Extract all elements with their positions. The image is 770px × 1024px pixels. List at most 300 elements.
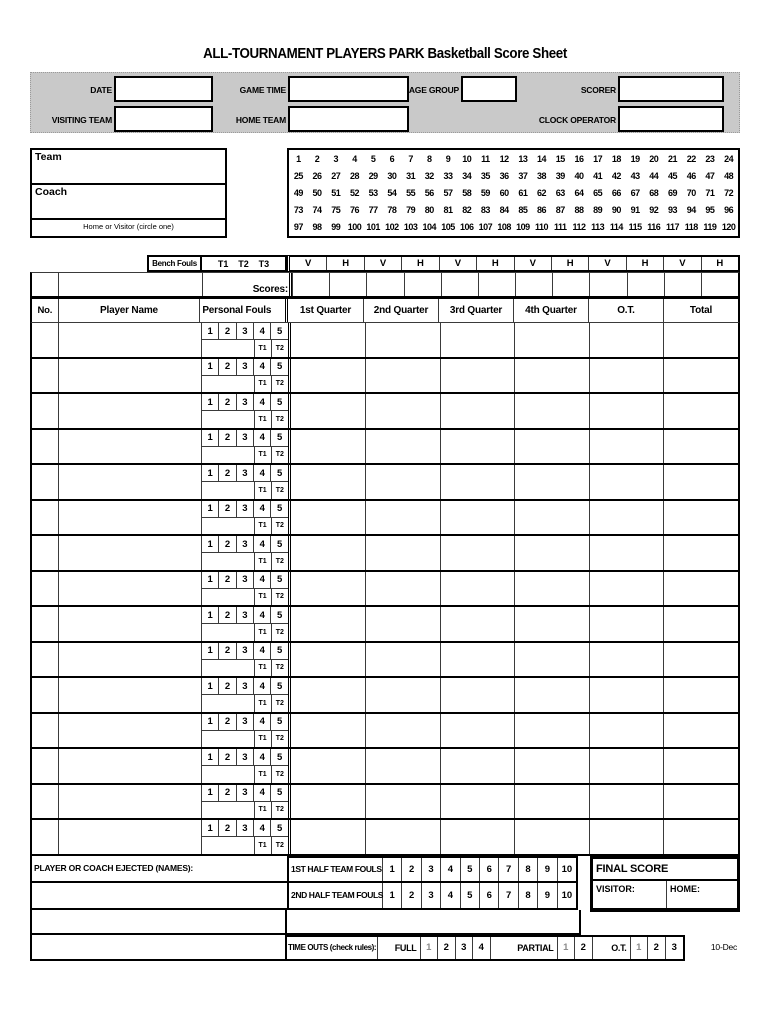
running-score-number[interactable]: 79 <box>406 205 416 216</box>
running-score-number[interactable]: 84 <box>499 205 509 216</box>
date-input[interactable] <box>114 76 213 102</box>
score-entry-cell[interactable] <box>329 273 366 296</box>
quarter-score-cell[interactable] <box>440 820 515 854</box>
quarter-score-cell[interactable] <box>291 394 366 428</box>
running-score-number[interactable]: 71 <box>705 187 715 198</box>
quarter-score-cell[interactable] <box>663 465 738 499</box>
player-number-cell[interactable] <box>32 359 59 393</box>
foul-count-cell[interactable]: 2 <box>218 607 235 623</box>
foul-count-cell[interactable]: 5 <box>270 465 287 481</box>
timeout-number[interactable]: 1 <box>421 937 439 959</box>
running-score-number[interactable]: 85 <box>518 205 528 216</box>
running-score-number[interactable]: 102 <box>385 222 399 233</box>
quarter-score-cell[interactable] <box>663 501 738 535</box>
quarter-score-cell[interactable] <box>663 714 738 748</box>
running-score-number[interactable]: 42 <box>611 170 621 181</box>
running-score-number[interactable]: 34 <box>462 170 472 181</box>
foul-count-cell[interactable]: 4 <box>253 501 270 517</box>
running-score-number[interactable]: 119 <box>703 222 717 233</box>
quarter-score-cell[interactable] <box>514 714 589 748</box>
running-score-number[interactable]: 83 <box>480 205 490 216</box>
quarter-score-cell[interactable] <box>365 607 440 641</box>
technical-foul-cell[interactable]: T1 <box>254 482 271 499</box>
technical-foul-cell[interactable]: T1 <box>254 447 271 464</box>
running-score-number[interactable]: 68 <box>649 187 659 198</box>
running-score-number[interactable]: 64 <box>574 187 584 198</box>
foul-count-cell[interactable]: 2 <box>218 465 235 481</box>
quarter-score-cell[interactable] <box>365 749 440 783</box>
technical-foul-cell[interactable]: T2 <box>271 589 288 606</box>
quarter-score-cell[interactable] <box>365 785 440 819</box>
quarter-score-cell[interactable] <box>589 536 664 570</box>
foul-count-cell[interactable]: 5 <box>270 430 287 446</box>
quarter-score-cell[interactable] <box>365 394 440 428</box>
quarter-score-cell[interactable] <box>440 430 515 464</box>
quarter-score-cell[interactable] <box>663 785 738 819</box>
team-foul-number[interactable]: 5 <box>460 858 479 881</box>
running-score-number[interactable]: 104 <box>422 222 437 233</box>
running-score-number[interactable]: 6 <box>389 153 395 164</box>
running-score-number[interactable]: 67 <box>630 187 640 198</box>
running-score-number[interactable]: 14 <box>537 153 547 164</box>
foul-count-cell[interactable]: 5 <box>270 820 287 836</box>
score-entry-cell[interactable] <box>664 273 701 296</box>
running-score-number[interactable]: 80 <box>424 205 434 216</box>
quarter-score-cell[interactable] <box>440 785 515 819</box>
foul-count-cell[interactable]: 5 <box>270 678 287 694</box>
foul-count-cell[interactable]: 3 <box>236 820 253 836</box>
team-foul-number[interactable]: 8 <box>518 858 537 881</box>
quarter-score-cell[interactable] <box>291 607 366 641</box>
ejected-names-entry-cell[interactable] <box>30 910 287 936</box>
quarter-score-cell[interactable] <box>514 394 589 428</box>
quarter-score-cell[interactable] <box>365 572 440 606</box>
quarter-score-cell[interactable] <box>589 465 664 499</box>
running-score-number[interactable]: 25 <box>293 170 303 181</box>
quarter-score-cell[interactable] <box>589 643 664 677</box>
running-score-number[interactable]: 32 <box>424 170 434 181</box>
quarter-score-cell[interactable] <box>365 643 440 677</box>
running-score-number[interactable]: 106 <box>459 222 474 233</box>
running-score-number[interactable]: 61 <box>518 187 528 198</box>
foul-count-cell[interactable]: 2 <box>218 678 235 694</box>
score-entry-cell[interactable] <box>292 273 329 296</box>
player-number-cell[interactable] <box>32 820 59 854</box>
quarter-score-cell[interactable] <box>291 501 366 535</box>
foul-count-cell[interactable]: 4 <box>253 323 270 339</box>
quarter-score-cell[interactable] <box>291 465 366 499</box>
quarter-score-cell[interactable] <box>589 714 664 748</box>
running-score-number[interactable]: 82 <box>462 205 472 216</box>
foul-count-cell[interactable]: 1 <box>207 503 213 514</box>
quarter-score-cell[interactable] <box>291 749 366 783</box>
foul-count-cell[interactable]: 1 <box>207 787 213 798</box>
clock-operator-input[interactable] <box>618 106 724 132</box>
quarter-score-cell[interactable] <box>589 323 664 357</box>
foul-count-cell[interactable]: 1 <box>207 361 213 372</box>
team-foul-number[interactable]: 6 <box>479 883 498 908</box>
foul-count-cell[interactable]: 5 <box>270 785 287 801</box>
score-entry-cell[interactable] <box>478 273 515 296</box>
quarter-score-cell[interactable] <box>663 749 738 783</box>
player-number-cell[interactable] <box>32 749 59 783</box>
team-foul-number[interactable]: 8 <box>518 883 537 908</box>
running-score-number[interactable]: 23 <box>705 153 715 164</box>
running-score-number[interactable]: 111 <box>554 222 567 233</box>
foul-count-cell[interactable]: 3 <box>236 323 253 339</box>
scorer-input[interactable] <box>618 76 724 102</box>
running-score-number[interactable]: 96 <box>724 205 734 216</box>
foul-count-cell[interactable]: 2 <box>218 820 235 836</box>
quarter-score-cell[interactable] <box>589 749 664 783</box>
quarter-score-cell[interactable] <box>514 678 589 712</box>
score-entry-cell[interactable] <box>627 273 664 296</box>
player-number-cell[interactable] <box>32 536 59 570</box>
quarter-score-cell[interactable] <box>589 501 664 535</box>
foul-count-cell[interactable]: 5 <box>270 323 287 339</box>
foul-count-cell[interactable]: 3 <box>236 394 253 410</box>
foul-count-cell[interactable]: 3 <box>236 430 253 446</box>
running-score-number[interactable]: 113 <box>591 222 605 233</box>
quarter-score-cell[interactable] <box>365 323 440 357</box>
quarter-score-cell[interactable] <box>365 714 440 748</box>
running-score-number[interactable]: 19 <box>630 153 640 164</box>
player-name-cell[interactable] <box>59 820 202 854</box>
foul-count-cell[interactable]: 1 <box>207 574 213 585</box>
quarter-score-cell[interactable] <box>365 430 440 464</box>
technical-foul-cell[interactable]: T1 <box>254 624 271 641</box>
team-foul-number[interactable]: 9 <box>537 883 556 908</box>
running-score-number[interactable]: 18 <box>611 153 621 164</box>
quarter-score-cell[interactable] <box>663 643 738 677</box>
technical-foul-cell[interactable]: T1 <box>254 411 271 428</box>
foul-count-cell[interactable]: 2 <box>218 785 235 801</box>
running-score-number[interactable]: 77 <box>368 205 378 216</box>
foul-count-cell[interactable]: 4 <box>253 359 270 375</box>
quarter-score-cell[interactable] <box>440 749 515 783</box>
running-score-number[interactable]: 54 <box>387 187 397 198</box>
foul-count-cell[interactable]: 2 <box>218 714 235 730</box>
visiting-team-input[interactable] <box>114 106 213 132</box>
running-score-number[interactable]: 45 <box>668 170 678 181</box>
quarter-score-cell[interactable] <box>440 714 515 748</box>
running-score-number[interactable]: 55 <box>406 187 416 198</box>
home-score-cell[interactable] <box>667 881 737 908</box>
team-foul-number[interactable]: 10 <box>557 858 576 881</box>
timeout-number[interactable]: 3 <box>456 937 474 959</box>
player-name-cell[interactable] <box>59 678 202 712</box>
running-score-number[interactable]: 94 <box>686 205 696 216</box>
technical-foul-cell[interactable]: T1 <box>254 766 271 783</box>
foul-count-cell[interactable]: 2 <box>218 749 235 765</box>
running-score-number[interactable]: 47 <box>705 170 715 181</box>
running-score-number[interactable]: 103 <box>403 222 418 233</box>
foul-count-cell[interactable]: 1 <box>207 716 213 727</box>
quarter-score-cell[interactable] <box>440 536 515 570</box>
running-score-number[interactable]: 105 <box>441 222 455 233</box>
score-entry-cell[interactable] <box>701 273 738 296</box>
timeout-number[interactable]: 4 <box>473 937 491 959</box>
timeout-number[interactable]: 2 <box>575 937 593 959</box>
running-score-number[interactable]: 70 <box>686 187 696 198</box>
running-score-number[interactable]: 22 <box>686 153 696 164</box>
running-score-number[interactable]: 74 <box>312 205 322 216</box>
player-number-cell[interactable] <box>32 465 59 499</box>
running-score-number[interactable]: 112 <box>572 222 586 233</box>
ejected-names-entry-cell[interactable] <box>30 883 287 910</box>
foul-count-cell[interactable]: 4 <box>253 465 270 481</box>
player-number-cell[interactable] <box>32 607 59 641</box>
running-score-number[interactable]: 72 <box>724 187 734 198</box>
running-score-number[interactable]: 8 <box>427 153 432 164</box>
running-score-number[interactable]: 75 <box>331 205 341 216</box>
foul-count-cell[interactable]: 4 <box>253 643 270 659</box>
running-score-number[interactable]: 118 <box>684 222 698 233</box>
running-score-number[interactable]: 92 <box>649 205 659 216</box>
team-foul-number[interactable]: 3 <box>421 858 440 881</box>
quarter-score-cell[interactable] <box>440 359 515 393</box>
running-score-number[interactable]: 97 <box>293 222 303 233</box>
running-score-number[interactable]: 120 <box>721 222 736 233</box>
team-foul-number[interactable]: 2 <box>401 858 420 881</box>
running-score-number[interactable]: 53 <box>368 187 378 198</box>
technical-foul-cell[interactable]: T2 <box>271 802 288 819</box>
technical-foul-cell[interactable]: T2 <box>271 411 288 428</box>
technical-foul-cell[interactable]: T2 <box>271 695 288 712</box>
running-score-number[interactable]: 4 <box>352 153 357 164</box>
quarter-score-cell[interactable] <box>440 643 515 677</box>
running-score-number[interactable]: 58 <box>462 187 472 198</box>
running-score-number[interactable]: 36 <box>499 170 509 181</box>
foul-count-cell[interactable]: 4 <box>253 430 270 446</box>
foul-count-cell[interactable]: 2 <box>218 359 235 375</box>
running-score-number[interactable]: 52 <box>349 187 359 198</box>
technical-foul-cell[interactable]: T1 <box>254 731 271 748</box>
coach-name-cell[interactable] <box>32 185 225 220</box>
foul-count-cell[interactable]: 4 <box>253 678 270 694</box>
technical-foul-cell[interactable]: T1 <box>254 340 271 357</box>
foul-count-cell[interactable]: 1 <box>207 538 213 550</box>
running-score-number[interactable]: 26 <box>312 170 322 181</box>
foul-count-cell[interactable]: 4 <box>253 820 270 836</box>
running-score-number[interactable]: 21 <box>668 153 678 164</box>
running-score-number[interactable]: 12 <box>499 153 509 164</box>
quarter-score-cell[interactable] <box>291 430 366 464</box>
team-foul-number[interactable]: 5 <box>460 883 479 908</box>
running-score-number[interactable]: 107 <box>478 222 493 233</box>
running-score-number[interactable]: 69 <box>668 187 678 198</box>
player-number-cell[interactable] <box>32 430 59 464</box>
player-name-cell[interactable] <box>59 643 202 677</box>
team-foul-number[interactable]: 7 <box>498 858 517 881</box>
foul-count-cell[interactable]: 2 <box>218 323 235 339</box>
running-score-number[interactable]: 56 <box>424 187 434 198</box>
quarter-score-cell[interactable] <box>365 820 440 854</box>
player-name-cell[interactable] <box>59 714 202 748</box>
running-score-number[interactable]: 98 <box>312 222 322 233</box>
foul-count-cell[interactable]: 5 <box>270 572 287 588</box>
quarter-score-cell[interactable] <box>514 607 589 641</box>
foul-count-cell[interactable]: 1 <box>207 432 213 443</box>
timeout-number[interactable]: 2 <box>648 937 666 959</box>
team-name-cell[interactable] <box>32 150 225 185</box>
player-name-cell[interactable] <box>59 536 202 570</box>
foul-count-cell[interactable]: 4 <box>253 607 270 623</box>
quarter-score-cell[interactable] <box>589 359 664 393</box>
running-score-number[interactable]: 86 <box>537 205 547 216</box>
foul-count-cell[interactable]: 2 <box>218 643 235 659</box>
running-score-number[interactable]: 10 <box>462 153 472 164</box>
player-name-cell[interactable] <box>59 607 202 641</box>
running-score-number[interactable]: 109 <box>516 222 530 233</box>
visitor-score-cell[interactable] <box>593 881 667 908</box>
quarter-score-cell[interactable] <box>589 394 664 428</box>
quarter-score-cell[interactable] <box>291 536 366 570</box>
team-foul-number[interactable]: 3 <box>421 883 440 908</box>
foul-count-cell[interactable]: 5 <box>270 749 287 765</box>
running-score-number[interactable]: 40 <box>574 170 584 181</box>
team-foul-number[interactable]: 6 <box>479 858 498 881</box>
running-score-number[interactable]: 116 <box>647 222 661 233</box>
foul-count-cell[interactable]: 2 <box>218 394 235 410</box>
score-entry-cell[interactable] <box>515 273 552 296</box>
quarter-score-cell[interactable] <box>514 430 589 464</box>
player-name-cell[interactable] <box>59 323 202 357</box>
timeout-number[interactable]: 2 <box>438 937 456 959</box>
running-score-number[interactable]: 16 <box>574 153 584 164</box>
technical-foul-cell[interactable]: T2 <box>271 837 288 854</box>
running-score-number[interactable]: 31 <box>406 170 416 181</box>
technical-foul-cell[interactable]: T1 <box>254 660 271 677</box>
quarter-score-cell[interactable] <box>440 323 515 357</box>
home-team-input[interactable] <box>288 106 409 132</box>
player-name-cell[interactable] <box>59 359 202 393</box>
quarter-score-cell[interactable] <box>291 785 366 819</box>
quarter-score-cell[interactable] <box>663 430 738 464</box>
foul-count-cell[interactable]: 1 <box>207 396 213 408</box>
running-score-number[interactable]: 13 <box>518 153 528 164</box>
technical-foul-cell[interactable]: T2 <box>271 518 288 535</box>
quarter-score-cell[interactable] <box>589 430 664 464</box>
quarter-score-cell[interactable] <box>440 678 515 712</box>
score-entry-cell[interactable] <box>404 273 441 296</box>
running-score-number[interactable]: 93 <box>668 205 678 216</box>
technical-foul-cell[interactable]: T1 <box>254 518 271 535</box>
running-score-number[interactable]: 78 <box>387 205 397 216</box>
team-foul-number[interactable]: 7 <box>498 883 517 908</box>
player-name-cell[interactable] <box>59 749 202 783</box>
foul-count-cell[interactable]: 1 <box>207 467 213 479</box>
quarter-score-cell[interactable] <box>291 643 366 677</box>
quarter-score-cell[interactable] <box>589 785 664 819</box>
player-name-cell[interactable] <box>59 785 202 819</box>
foul-count-cell[interactable]: 4 <box>253 536 270 552</box>
running-score-number[interactable]: 1 <box>296 153 301 164</box>
player-number-cell[interactable] <box>32 643 59 677</box>
running-score-number[interactable]: 108 <box>497 222 511 233</box>
running-score-number[interactable]: 24 <box>724 153 734 164</box>
quarter-score-cell[interactable] <box>663 359 738 393</box>
running-score-number[interactable]: 115 <box>628 222 642 233</box>
quarter-score-cell[interactable] <box>514 465 589 499</box>
running-score-number[interactable]: 87 <box>555 205 565 216</box>
running-score-number[interactable]: 39 <box>555 170 565 181</box>
player-number-cell[interactable] <box>32 323 59 357</box>
bench-t-labels[interactable] <box>202 255 287 272</box>
running-score-number[interactable]: 44 <box>649 170 659 181</box>
foul-count-cell[interactable]: 3 <box>236 536 253 552</box>
quarter-score-cell[interactable] <box>440 465 515 499</box>
technical-foul-cell[interactable]: T1 <box>254 589 271 606</box>
running-score-number[interactable]: 2 <box>314 153 320 164</box>
running-score-number[interactable]: 46 <box>686 170 696 181</box>
player-number-cell[interactable] <box>32 572 59 606</box>
foul-count-cell[interactable]: 1 <box>207 680 213 692</box>
technical-foul-cell[interactable]: T2 <box>271 482 288 499</box>
technical-foul-cell[interactable]: T2 <box>271 376 288 393</box>
foul-count-cell[interactable]: 3 <box>236 785 253 801</box>
team-foul-number[interactable]: 10 <box>557 883 576 908</box>
foul-count-cell[interactable]: 1 <box>207 751 213 763</box>
foul-count-cell[interactable]: 3 <box>236 501 253 517</box>
team-foul-number[interactable]: 2 <box>401 883 420 908</box>
player-name-cell[interactable] <box>59 501 202 535</box>
timeout-number[interactable]: 1 <box>558 937 576 959</box>
technical-foul-cell[interactable]: T1 <box>254 837 271 854</box>
running-score-number[interactable]: 90 <box>611 205 621 216</box>
running-score-number[interactable]: 95 <box>705 205 715 216</box>
running-score-number[interactable]: 43 <box>630 170 640 181</box>
quarter-score-cell[interactable] <box>440 394 515 428</box>
running-score-number[interactable]: 27 <box>331 170 341 181</box>
running-score-number[interactable]: 99 <box>331 222 341 233</box>
foul-count-cell[interactable]: 3 <box>236 607 253 623</box>
running-score-number[interactable]: 5 <box>370 153 376 164</box>
quarter-score-cell[interactable] <box>663 678 738 712</box>
running-score-number[interactable]: 37 <box>518 170 528 181</box>
foul-count-cell[interactable]: 2 <box>218 430 235 446</box>
running-score-number[interactable]: 30 <box>387 170 397 181</box>
running-score-number[interactable]: 76 <box>349 205 359 216</box>
quarter-score-cell[interactable] <box>514 323 589 357</box>
foul-count-cell[interactable]: 4 <box>253 749 270 765</box>
player-name-cell[interactable] <box>59 572 202 606</box>
running-score-number[interactable]: 3 <box>333 153 339 164</box>
technical-foul-cell[interactable]: T2 <box>271 766 288 783</box>
quarter-score-cell[interactable] <box>440 572 515 606</box>
quarter-score-cell[interactable] <box>514 501 589 535</box>
running-score-number[interactable]: 65 <box>593 187 603 198</box>
technical-foul-cell[interactable]: T2 <box>271 660 288 677</box>
foul-count-cell[interactable]: 5 <box>270 501 287 517</box>
player-name-cell[interactable] <box>59 465 202 499</box>
running-score-number[interactable]: 91 <box>630 205 640 216</box>
running-score-number[interactable]: 73 <box>293 205 303 216</box>
quarter-score-cell[interactable] <box>440 501 515 535</box>
quarter-score-cell[interactable] <box>663 323 738 357</box>
score-entry-cell[interactable] <box>441 273 478 296</box>
quarter-score-cell[interactable] <box>514 749 589 783</box>
player-name-cell[interactable] <box>59 394 202 428</box>
player-name-cell[interactable] <box>59 430 202 464</box>
team-foul-number[interactable]: 1 <box>389 889 395 901</box>
foul-count-cell[interactable]: 2 <box>218 536 235 552</box>
quarter-score-cell[interactable] <box>291 678 366 712</box>
quarter-score-cell[interactable] <box>589 572 664 606</box>
quarter-score-cell[interactable] <box>514 785 589 819</box>
quarter-score-cell[interactable] <box>589 820 664 854</box>
running-score-number[interactable]: 20 <box>649 153 659 164</box>
